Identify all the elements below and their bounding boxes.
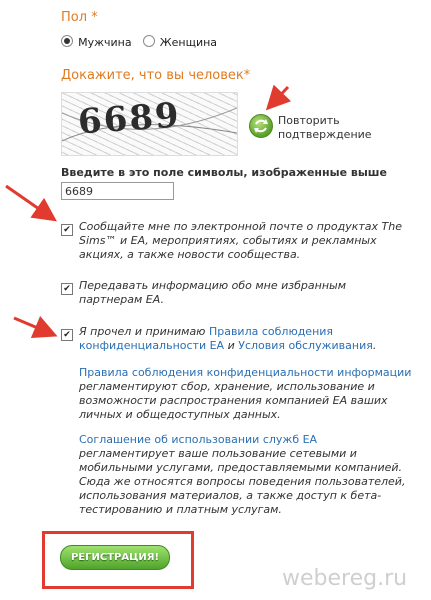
privacy-policy-link[interactable]: Правила соблюдения <box>208 325 334 338</box>
refresh-label-2: подтверждение <box>278 128 372 141</box>
captcha-text: 6689 <box>76 95 182 143</box>
arrow-annotation-icon <box>14 318 52 334</box>
gender-option-male: Мужчина <box>78 36 132 49</box>
privacy-info-block: Правила соблюдения конфиденциальности информации регламентируют сбор, хранение, использование и возможности распространения компанией EA ваших личных и общедоступных данных. <box>79 366 412 421</box>
agreement-info-title[interactable]: Соглашение об использовании служб EA <box>79 433 318 446</box>
arrow-annotation-icon <box>6 186 52 218</box>
partners-consent-checkbox[interactable]: ✔ <box>61 283 73 295</box>
terms-consent-checkbox[interactable]: ✔ <box>61 329 73 341</box>
email-consent-text: Сообщайте мне по электронной почте о продуктах The Sims™ и EA, мероприятиях, событиях и рекламных акциях, а также новости сообщества. <box>79 220 402 261</box>
arrow-annotation-icon <box>270 87 288 106</box>
partners-consent-text: Передавать информацию обо мне избранным партнерам EA. <box>79 279 347 306</box>
refresh-label-1: Повторить <box>278 114 340 127</box>
terms-of-service-link[interactable]: Условия обслуживания <box>238 339 373 352</box>
captcha-caption: Введите в это поле символы, изображенные выше <box>61 166 387 179</box>
gender-label: Пол * <box>61 10 98 25</box>
terms-consent-text: Я прочел и принимаю Правила соблюдения конфиденциальности EA и Условия обслуживания. <box>79 325 377 352</box>
email-consent-checkbox[interactable]: ✔ <box>61 224 73 236</box>
privacy-info-title[interactable]: Правила соблюдения конфиденциальности информации <box>79 366 412 379</box>
agreement-info-block: Соглашение об использовании служб EA регламентирует ваше пользование сетевыми и мобильными услугами, предоставляемыми компанией. Сюда же относятся вопросы поведения пользователей, использования материалов, а также доступ к бета- тестированию и платным услугам. <box>79 433 406 516</box>
watermark: webereg.ru <box>282 566 408 591</box>
privacy-policy-link-2[interactable]: конфиденциальности EA <box>79 339 225 352</box>
register-button[interactable]: РЕГИСТРАЦИЯ! <box>60 545 170 570</box>
gender-option-female: Женщина <box>159 36 218 49</box>
captcha-title: Докажите, что вы человек* <box>61 68 251 83</box>
